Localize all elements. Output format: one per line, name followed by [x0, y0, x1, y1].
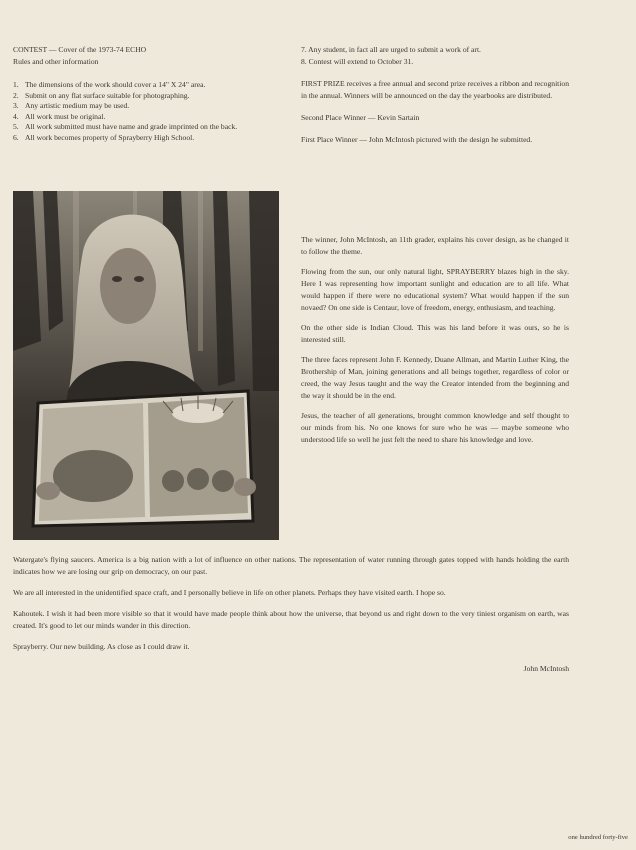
- rule-text: All work must be original.: [25, 111, 106, 121]
- first-place: First Place Winner — John McIntosh pictured with the design he submitted.: [301, 135, 533, 144]
- photo-illustration: [13, 191, 279, 540]
- rule-text: All work becomes property of Sprayberry High School.: [25, 132, 195, 142]
- rule-item: [13, 112, 285, 123]
- paragraph: Sprayberry. Our new building. As close as I could draw it.: [13, 642, 190, 651]
- rule-number: 2.: [13, 90, 19, 100]
- rule-7: 7. Any student, in fact all are urged to submit a work of art.: [301, 45, 481, 54]
- page-number: one hundred forty-five: [568, 834, 628, 841]
- author-signature: John McIntosh: [523, 664, 569, 673]
- rule-text: All work submitted must have name and grade imprinted on the back.: [25, 122, 238, 131]
- rules-list: [13, 80, 285, 143]
- prize-paragraph: FIRST PRIZE receives a free annual and second prize receives a ribbon and recognition in the annual. Winners will be announced on the day the yearbooks are distributed.: [301, 79, 569, 100]
- contest-rules-right: [301, 44, 569, 146]
- rule-item: [13, 80, 285, 91]
- contest-rules-left: [13, 44, 285, 143]
- rule-number: 5.: [13, 122, 19, 131]
- contest-heading: CONTEST — Cover of the 1973-74 ECHO: [13, 45, 147, 54]
- rule-text: The dimensions of the work should cover a 14" X 24" area.: [25, 80, 206, 89]
- rule-text: Submit on any flat surface suitable for photographing.: [25, 90, 190, 100]
- rule-number: 3.: [13, 101, 19, 110]
- paragraph: Jesus, the teacher of all generations, brought common knowledge and self thought to our minds from his. No one knows for sure who he was — maybe someone who understood life so well he just felt the need to share his knowledge and love.: [301, 411, 569, 444]
- paragraph: Kahoutek. I wish it had been more visible so that it would have made people think about how the universe, that beyond us and right down to the very tiniest organism on earth, was created. It's good to let our minds wander in this direction.: [13, 609, 569, 630]
- rule-number: 1.: [13, 80, 19, 89]
- paragraph: The winner, John McIntosh, an 11th grader, explains his cover design, as he changed it to follow the theme.: [301, 235, 569, 256]
- winner-explanation: [301, 234, 569, 454]
- rule-number: 6.: [13, 132, 19, 142]
- contest-subheading: Rules and other information: [13, 57, 99, 66]
- rule-text: Any artistic medium may be used.: [25, 101, 130, 110]
- rule-item: [13, 91, 285, 102]
- design-explanation-continued: [13, 554, 569, 662]
- second-place: Second Place Winner — Kevin Sartain: [301, 113, 420, 122]
- rule-item: [13, 133, 285, 144]
- paragraph: The three faces represent John F. Kennedy, Duane Allman, and Martin Luther King, the Brothership of Man, joining generations and all beings together, regardless of color or creed, the way Jesus taught and the way the Creator intended from the beginning and the way it should be in the end.: [301, 355, 569, 400]
- paragraph: Watergate's flying saucers. America is a big nation with a lot of influence on other nations. The representation of water running through gates topped with hands holding the earth indicates how we are losing our grip on democracy, on our past.: [13, 555, 569, 576]
- winner-photo: [13, 191, 279, 540]
- rule-number: 4.: [13, 111, 19, 121]
- rule-8: 8. Contest will extend to October 31.: [301, 57, 414, 66]
- rule-item: [13, 122, 285, 133]
- rule-item: [13, 101, 285, 112]
- paragraph: We are all interested in the unidentified space craft, and I personally believe in life on other planets. Perhaps they have visited earth. I hope so.: [13, 588, 446, 597]
- paragraph: Flowing from the sun, our only natural light, SPRAYBERRY blazes high in the sky. Here I was representing how important sunlight and education are to all life. What would happen if there were no educational system? What would happen if the sun novaed? On one side is Centaur, love of freedom, energy, enthusiasm, and teaching.: [301, 267, 569, 312]
- signature-block: [13, 663, 569, 675]
- paragraph: On the other side is Indian Cloud. This was his land before it was ours, so he is interested still.: [301, 323, 569, 344]
